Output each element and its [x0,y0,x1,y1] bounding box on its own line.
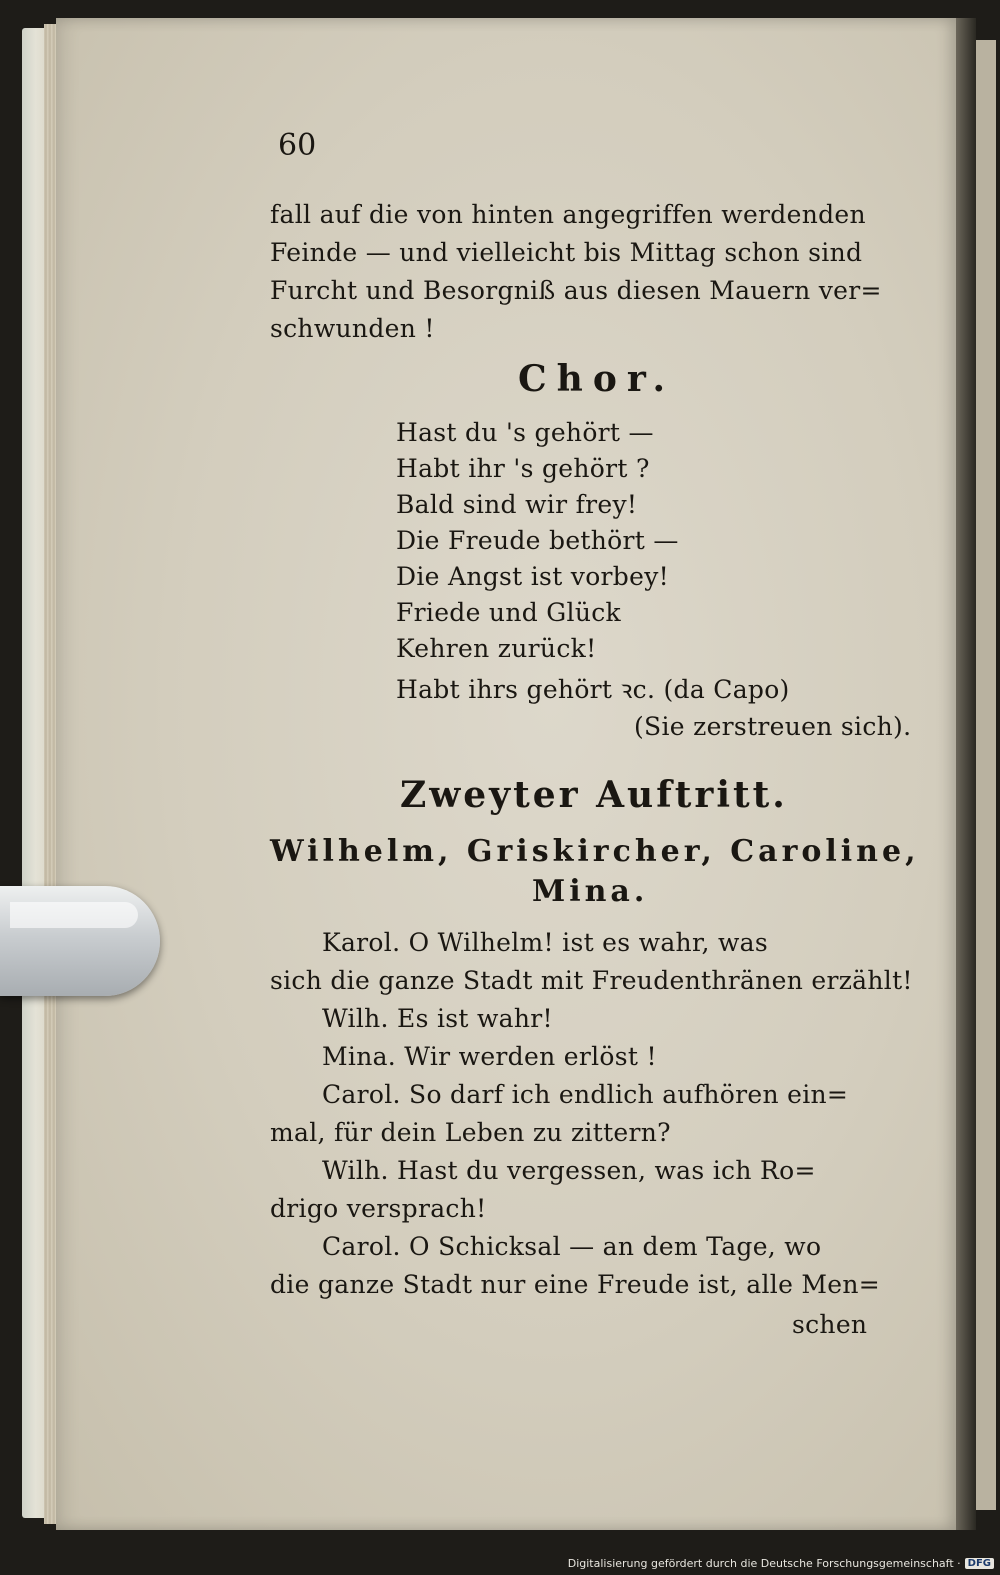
dfg-logo-icon: DFG [965,1558,994,1569]
scene-heading: Zweyter Auftritt. [400,774,788,816]
dialogue-line-5: Carol. So darf ich endlich aufhören ein= [322,1080,849,1109]
prose-line-4: schwunden ! [270,314,435,343]
chorus-line-3: Bald sind wir frey! [396,490,638,519]
dialogue-line-1: Karol. O Wilhelm! ist es wahr, was [322,928,768,957]
book-gutter [956,18,976,1530]
stage-direction: (Sie zerstreuen sich). [634,712,912,741]
characters-line-1: Wilhelm, Griskircher, Caroline, [270,834,920,869]
dialogue-line-4: Mina. Wir werden erlöst ! [322,1042,657,1071]
prose-line-3: Furcht und Besorgniß aus diesen Mauern ver= [270,276,882,305]
facing-page-edge [976,40,996,1510]
chorus-line-1: Hast du 's gehört — [396,418,654,447]
chorus-line-5: Die Angst ist vorbey! [396,562,669,591]
chorus-line-2: Habt ihr 's gehört ? [396,454,650,483]
dialogue-line-2: sich die ganze Stadt mit Freudenthränen erzählt! [270,966,913,995]
dialogue-line-10: die ganze Stadt nur eine Freude ist, alle Men= [270,1270,881,1299]
prose-line-2: Feinde — und vielleicht bis Mittag schon sind [270,238,863,267]
dialogue-line-7: Wilh. Hast du vergessen, was ich Ro= [322,1156,816,1185]
dialogue-line-3: Wilh. Es ist wahr! [322,1004,553,1033]
catchword: schen [792,1310,868,1339]
chorus-line-6: Friede und Glück [396,598,622,627]
chorus-heading: Chor. [518,358,676,400]
dialogue-line-8: drigo versprach! [270,1194,487,1223]
digitization-footer [568,1555,994,1571]
chorus-line-8: Habt ihrs gehört ꝛc. (da Capo) [396,675,790,704]
page-number: 60 [278,128,317,163]
prose-line-1: fall auf die von hinten angegriffen werdenden [270,200,866,229]
footer-text: Digitalisierung gefördert durch die Deutsche Forschungsgemeinschaft · [567,1556,961,1570]
page-clip [0,886,160,996]
chorus-line-4: Die Freude bethört — [396,526,679,555]
dialogue-line-9: Carol. O Schicksal — an dem Tage, wo [322,1232,822,1261]
chorus-line-7: Kehren zurück! [396,634,597,663]
characters-line-2: Mina. [532,874,649,909]
dialogue-line-6: mal, für dein Leben zu zittern? [270,1118,671,1147]
